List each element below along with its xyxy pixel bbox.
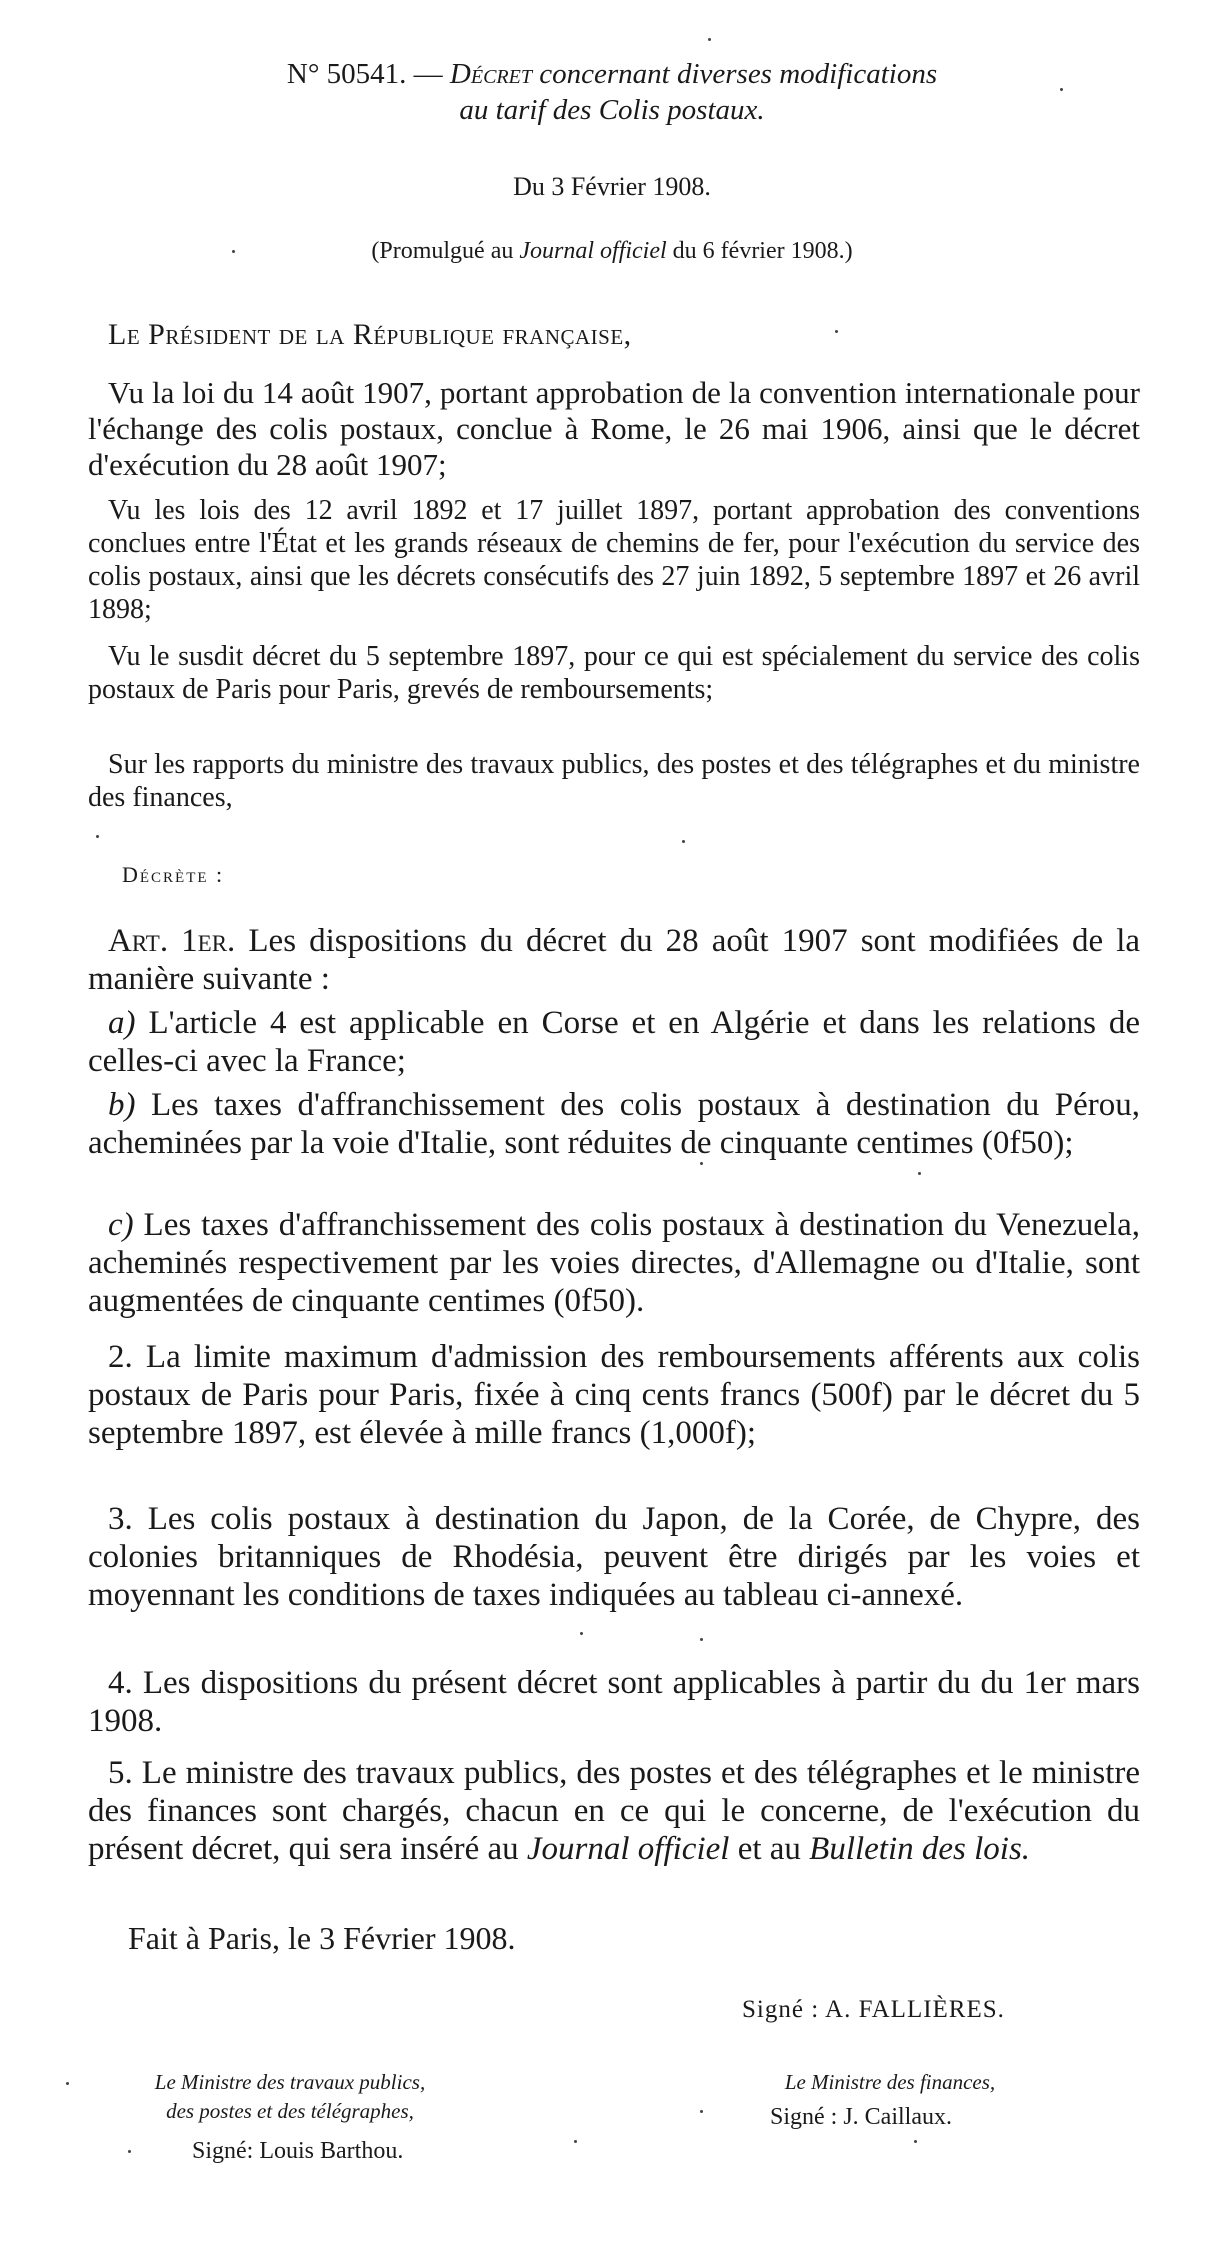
scan-speck: [128, 2150, 131, 2153]
scan-speck: [232, 250, 235, 253]
scan-speck: [1060, 88, 1063, 91]
article-5-mid: et au: [737, 1831, 801, 1867]
sur-paragraph: Sur les rapports du ministre des travaux publics, des postes et des télégraphes et du ministre des finances,: [88, 749, 1140, 813]
promulgation-pre: (Promulgué au: [371, 238, 514, 264]
article-1-text: Les dispositions du décret du 28 août 1907 sont modifiées de la manière suivante :: [88, 923, 1141, 997]
article-2: 2. La limite maximum d'admission des remboursements afférents aux colis postaux de Paris pour Paris, fixée à cinq cents francs (500f) par le décret du 5 septembre 1897, est élevée à mille francs (1,000f);: [88, 1339, 1140, 1451]
item-a-text: L'article 4 est applicable en Corse et en Algérie et dans les relations de celles-ci avec la France;: [88, 1005, 1141, 1079]
scan-speck: [700, 1638, 703, 1641]
scan-speck: [914, 2140, 917, 2143]
decree-title-rest: concernant diverses modifications: [539, 58, 938, 90]
decrete-heading: Décrète :: [122, 862, 225, 887]
article-1-c: [88, 1206, 1140, 1320]
promulgation-journal: Journal officiel: [519, 238, 667, 264]
article-5-bulletin: Bulletin des lois.: [809, 1831, 1031, 1867]
item-b-label: b): [108, 1087, 136, 1123]
right-minister-signature: Signé : J. Caillaux.: [770, 2104, 952, 2130]
left-minister-signature: Signé: Louis Barthou.: [192, 2138, 404, 2164]
decree-title-word: Décret: [449, 58, 532, 90]
article-1: [88, 922, 1140, 998]
item-c-text: Les taxes d'affranchissement des colis postaux à destination du Venezuela, acheminés respectivement par les voies directes, d'Allemagne ou d'Italie, sont augmentées de cinquante centimes (0f50).: [88, 1207, 1141, 1319]
promulgation-post: du 6 février 1908.): [672, 238, 853, 264]
decree-title-line2: au tarif des Colis postaux.: [459, 94, 765, 126]
scan-speck: [682, 840, 685, 843]
article-3: 3. Les colis postaux à destination du Japon, de la Corée, de Chypre, des colonies britanniques de Rhodésia, peuvent être dirigés par les voies et moyennant les conditions de taxes indiquées au tableau ci-annexé.: [88, 1501, 1140, 1613]
president-signature: Signé : A. FALLIÈRES.: [742, 1996, 1005, 2023]
scan-speck: [66, 2082, 69, 2085]
president-heading: Le Président de la République française,: [108, 318, 632, 351]
fait-a-paris: Fait à Paris, le 3 Février 1908.: [128, 1920, 516, 1956]
decree-title-line1: [0, 58, 1224, 91]
scan-speck: [574, 2140, 577, 2143]
article-1-b: [88, 1086, 1140, 1162]
left-minister-line2: des postes et des télégraphes,: [166, 2099, 414, 2123]
promulgation-note: [0, 238, 1224, 265]
scan-speck: [96, 835, 99, 838]
left-minister-title: [140, 2068, 440, 2126]
decree-date: Du 3 Février 1908.: [513, 172, 711, 201]
item-b-text: Les taxes d'affranchissement des colis postaux à destination du Pérou, acheminées par la voie d'Italie, sont réduites de cinquante centimes (0f50);: [88, 1087, 1140, 1161]
item-c-label: c): [108, 1207, 134, 1243]
vu-paragraph-2: Vu les lois des 12 avril 1892 et 17 juillet 1897, portant approbation des conventions conclues entre l'État et les grands réseaux de chemins de fer, pour l'exécution du service des colis postaux, ainsi que les décrets consécutifs des 27 juin 1892, 5 septembre 1897 et 26 avril 1898;: [88, 495, 1140, 625]
article-5-journal: Journal officiel: [526, 1831, 730, 1867]
item-a-label: a): [108, 1005, 136, 1041]
scan-speck: [580, 1632, 583, 1635]
scan-speck: [700, 1162, 703, 1165]
article-5-pre: 5. Le ministre des travaux publics, des postes et des télégraphes et le ministre des finances sont chargés, chacun en ce qui le concerne, de l'exécution du présent décret, qui sera inséré au: [88, 1755, 1140, 1867]
article-1-a: [88, 1004, 1140, 1080]
vu-paragraph-1: Vu la loi du 14 août 1907, portant approbation de la convention internationale pour l'échange des colis postaux, conclue à Rome, le 26 mai 1906, ainsi que le décret d'exécution du 28 août 1907;: [88, 375, 1140, 482]
article-1-label: Art. 1er.: [108, 923, 236, 959]
left-minister-line1: Le Ministre des travaux publics,: [154, 2070, 426, 2094]
vu-paragraph-3: Vu le susdit décret du 5 septembre 1897, pour ce qui est spécialement du service des colis postaux de Paris pour Paris, grevés de remboursements;: [88, 641, 1140, 705]
article-5: [88, 1754, 1140, 1868]
scan-speck: [835, 330, 838, 333]
right-minister-title: Le Ministre des finances,: [784, 2070, 996, 2094]
article-4: 4. Les dispositions du présent décret sont applicables à partir du du 1er mars 1908.: [88, 1665, 1140, 1739]
scan-speck: [918, 1172, 921, 1175]
decree-number: N° 50541. —: [286, 58, 443, 90]
scan-speck: [700, 2110, 703, 2113]
scan-speck: [708, 38, 711, 41]
